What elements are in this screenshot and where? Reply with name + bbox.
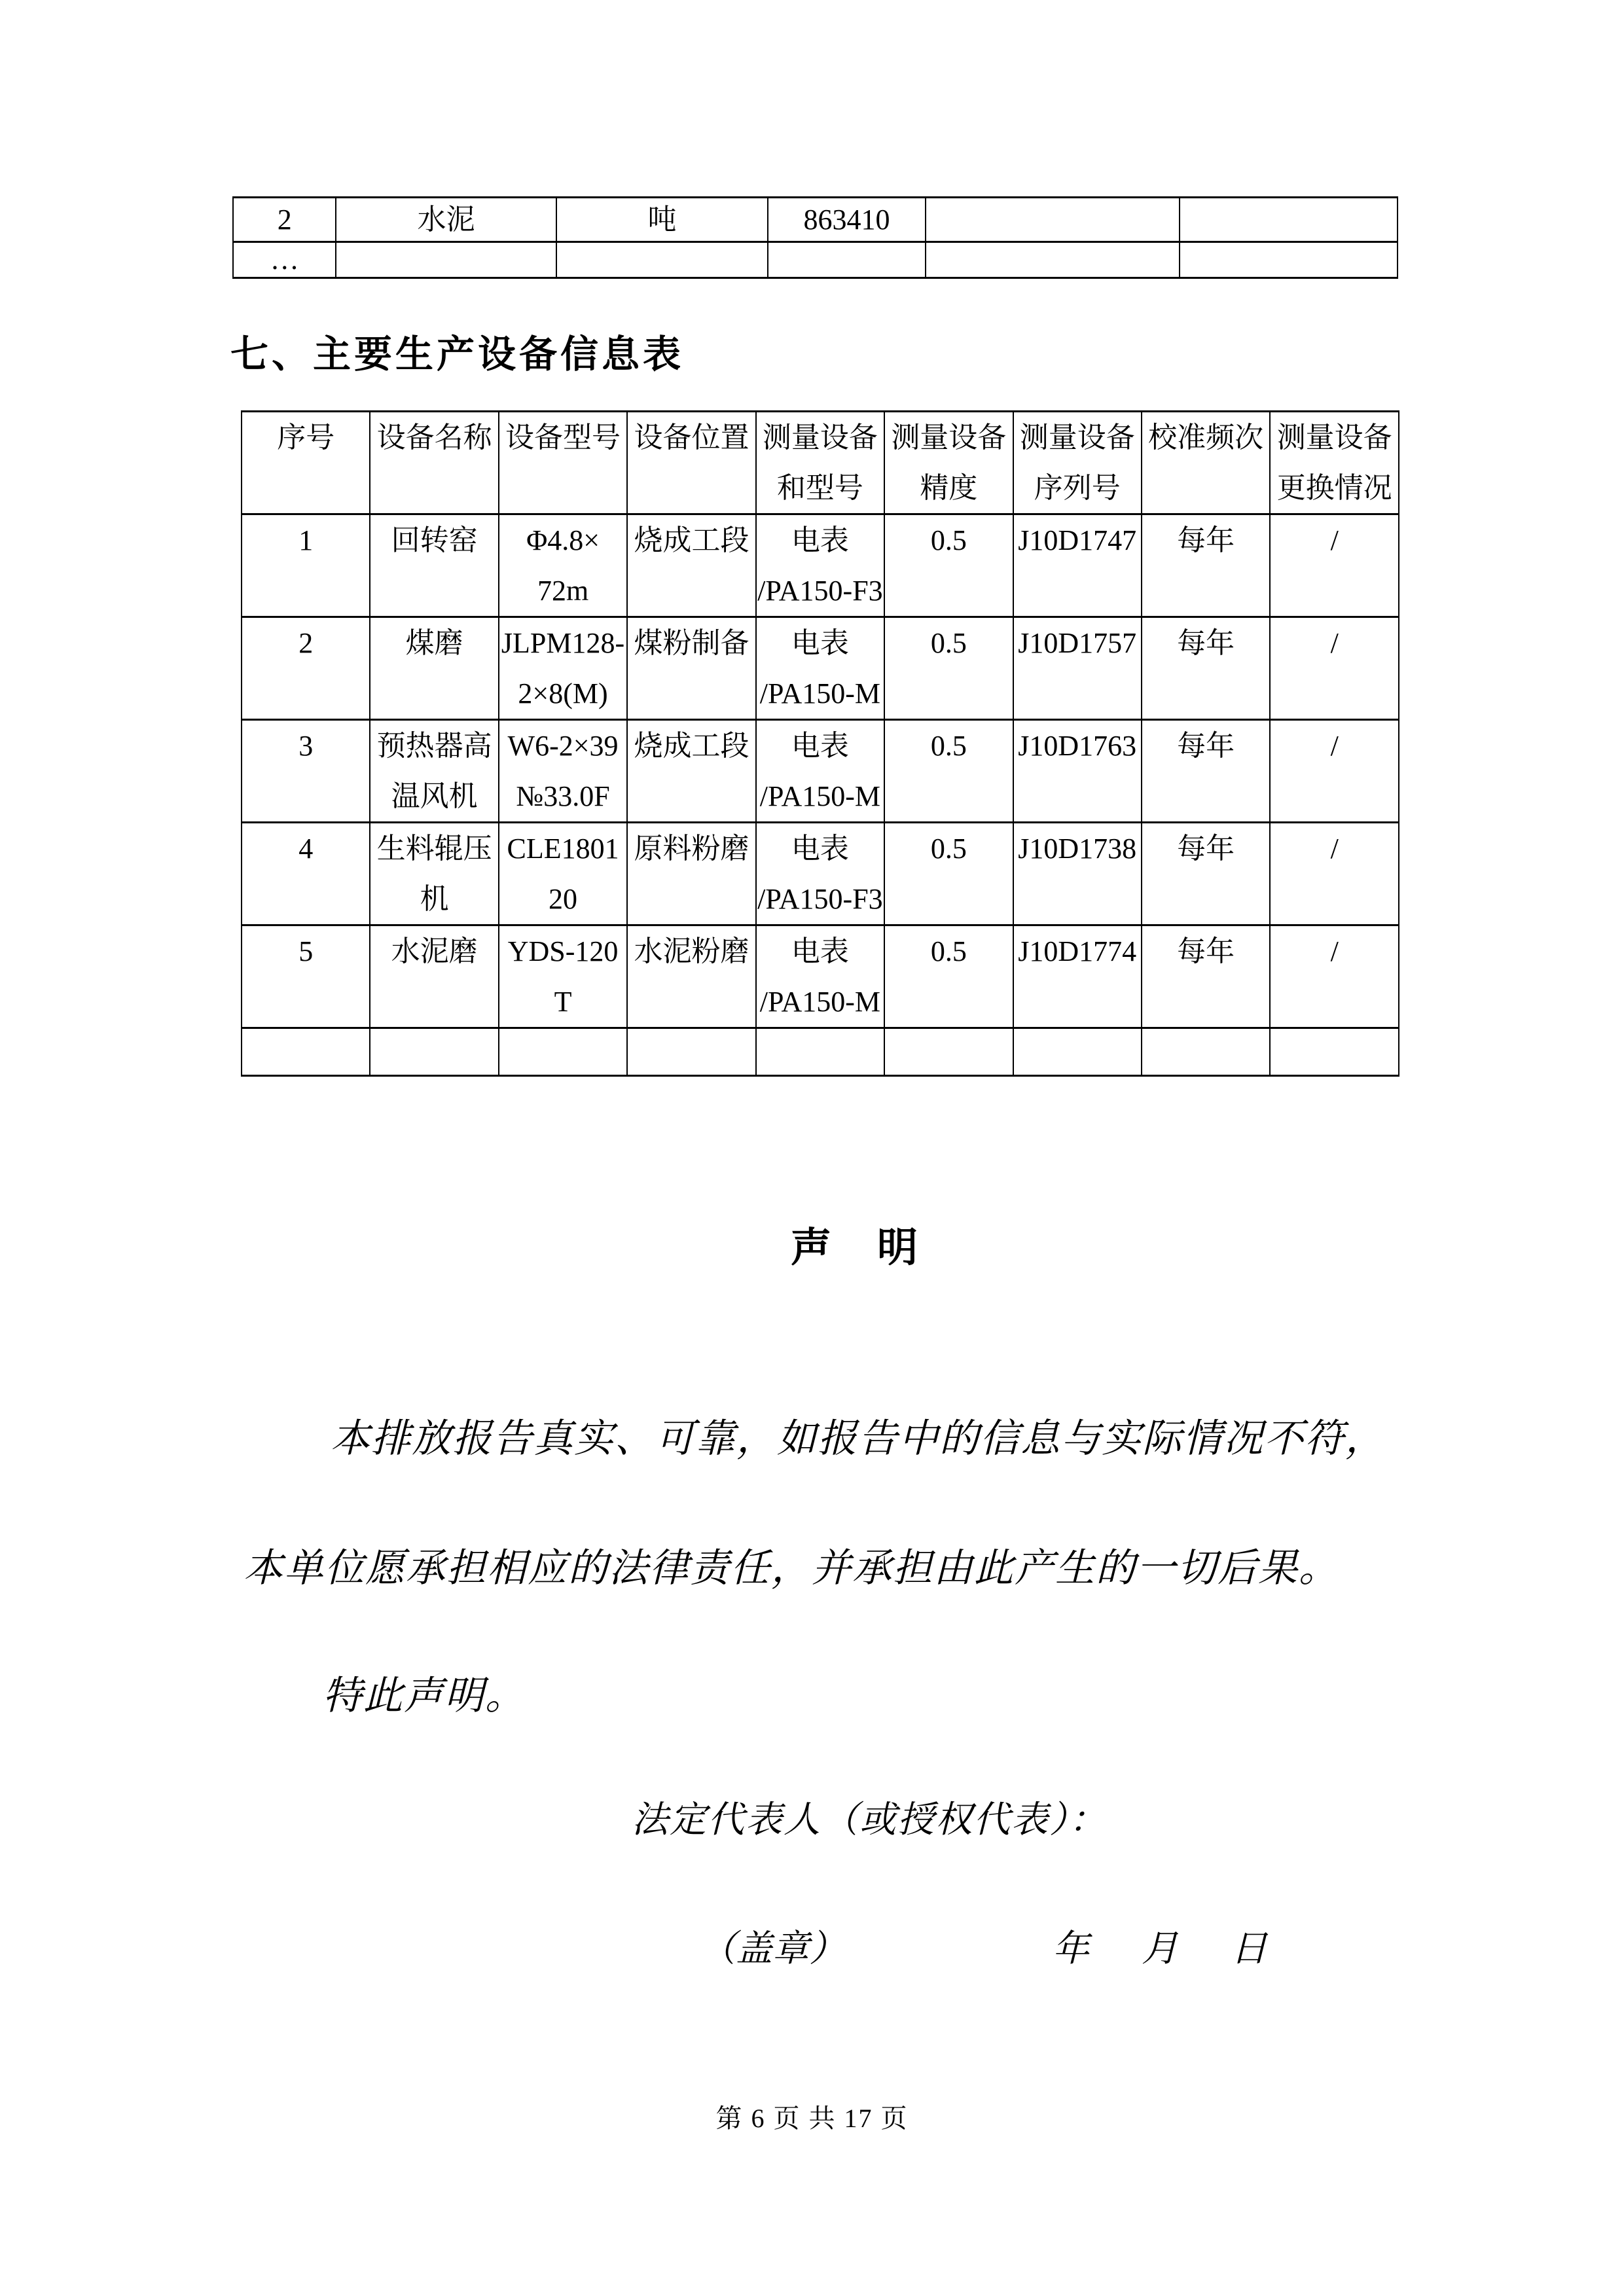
table-cell: / xyxy=(1270,925,1399,1028)
table-cell: 水泥磨 xyxy=(370,925,498,1028)
table-cell xyxy=(768,242,925,278)
table-cell: 设备型号 xyxy=(499,412,627,514)
table-row xyxy=(242,925,1399,1028)
table-cell: 0.5 xyxy=(884,514,1013,617)
table-cell: 测量设备 精度 xyxy=(884,412,1013,514)
table-cell: J10D1774 xyxy=(1013,925,1142,1028)
table-cell: 测量设备 序列号 xyxy=(1013,412,1142,514)
table-cell: 煤粉制备 xyxy=(627,617,755,720)
table-cell: 0.5 xyxy=(884,720,1013,823)
table-cell xyxy=(1013,1028,1142,1076)
table-cell: 水泥 xyxy=(336,198,556,242)
table-cell: J10D1747 xyxy=(1013,514,1142,617)
page-number: 第 6 页 共 17 页 xyxy=(715,2104,909,2133)
table-row xyxy=(233,242,1398,278)
date-placeholder: 年 月 日 xyxy=(1053,1929,1275,1969)
table-cell: Φ4.8× 72m xyxy=(499,514,627,617)
table-cell: 烧成工段 xyxy=(627,720,755,823)
table-cell: 设备位置 xyxy=(627,412,755,514)
table-cell xyxy=(884,1028,1013,1076)
equipment-info-table xyxy=(241,410,1399,1077)
statement-paragraph-line1: 本排放报告真实、可靠，如报告中的信息与实际情况不符， xyxy=(331,1417,1386,1460)
table-cell: 0.5 xyxy=(884,823,1013,925)
table-cell: 每年 xyxy=(1142,514,1270,617)
table-cell: 每年 xyxy=(1142,823,1270,925)
table-cell: 每年 xyxy=(1142,720,1270,823)
table-cell xyxy=(1142,1028,1270,1076)
table-cell: 烧成工段 xyxy=(627,514,755,617)
table-cell: 电表 /PA150-M xyxy=(756,720,884,823)
table-cell: 电表 /PA150-F3 xyxy=(756,514,884,617)
table-cell: J10D1738 xyxy=(1013,823,1142,925)
table-cell: 2 xyxy=(233,198,336,242)
table-cell: 1 xyxy=(242,514,370,617)
table-cell: 预热器高 温风机 xyxy=(370,720,498,823)
table-cell: W6-2×39 №33.0F xyxy=(499,720,627,823)
table-cell: / xyxy=(1270,514,1399,617)
table-row xyxy=(233,198,1398,242)
table-cell: JLPM128- 2×8(M) xyxy=(499,617,627,720)
table-cell: 每年 xyxy=(1142,617,1270,720)
legal-representative-label: 法定代表人（或授权代表）： xyxy=(632,1800,1107,1840)
table-row xyxy=(242,720,1399,823)
table-cell: 0.5 xyxy=(884,925,1013,1028)
table-cell: / xyxy=(1270,720,1399,823)
table-cell: 吨 xyxy=(556,198,768,242)
table-cell xyxy=(370,1028,498,1076)
table-cell: YDS-120 T xyxy=(499,925,627,1028)
stamp-label: （盖章） xyxy=(699,1929,846,1969)
table-cell: 3 xyxy=(242,720,370,823)
table-cell: 电表 /PA150-F3 xyxy=(756,823,884,925)
table-cell xyxy=(926,198,1180,242)
table-cell xyxy=(1180,198,1398,242)
table-cell: 电表 /PA150-M xyxy=(756,925,884,1028)
table-row xyxy=(242,823,1399,925)
table-cell xyxy=(242,1028,370,1076)
table-row xyxy=(242,514,1399,617)
table-cell: J10D1757 xyxy=(1013,617,1142,720)
statement-title: 声 明 xyxy=(791,1226,921,1270)
table-cell xyxy=(556,242,768,278)
table-cell xyxy=(336,242,556,278)
table-row xyxy=(242,1028,1399,1076)
table-cell: 煤磨 xyxy=(370,617,498,720)
table-cell: 4 xyxy=(242,823,370,925)
table-cell: 每年 xyxy=(1142,925,1270,1028)
table-cell: 2 xyxy=(242,617,370,720)
statement-closing: 特此声明。 xyxy=(323,1674,526,1717)
table-cell: 测量设备 和型号 xyxy=(756,412,884,514)
table-cell: … xyxy=(233,242,336,278)
table-cell: / xyxy=(1270,823,1399,925)
section-heading: 七、主要生产设备信息表 xyxy=(230,333,685,376)
output-table-continued xyxy=(232,196,1398,279)
table-cell xyxy=(756,1028,884,1076)
table-cell: 序号 xyxy=(242,412,370,514)
table-cell: CLE1801 20 xyxy=(499,823,627,925)
table-row xyxy=(242,617,1399,720)
table-cell xyxy=(499,1028,627,1076)
table-cell: 测量设备 更换情况 xyxy=(1270,412,1399,514)
table-row xyxy=(242,412,1399,514)
table-cell: 原料粉磨 xyxy=(627,823,755,925)
table-cell: 回转窑 xyxy=(370,514,498,617)
table-cell: 校准频次 xyxy=(1142,412,1270,514)
statement-paragraph-line2: 本单位愿承担相应的法律责任，并承担由此产生的一切后果。 xyxy=(244,1547,1339,1590)
table-cell: 电表 /PA150-M xyxy=(756,617,884,720)
table-cell: 设备名称 xyxy=(370,412,498,514)
table-cell xyxy=(1270,1028,1399,1076)
table-cell: 0.5 xyxy=(884,617,1013,720)
table-cell xyxy=(627,1028,755,1076)
table-cell: J10D1763 xyxy=(1013,720,1142,823)
table-cell: 5 xyxy=(242,925,370,1028)
table-cell xyxy=(1180,242,1398,278)
table-cell: 863410 xyxy=(768,198,925,242)
table-cell xyxy=(926,242,1180,278)
table-cell: 水泥粉磨 xyxy=(627,925,755,1028)
table-cell: / xyxy=(1270,617,1399,720)
table-cell: 生料辊压 机 xyxy=(370,823,498,925)
